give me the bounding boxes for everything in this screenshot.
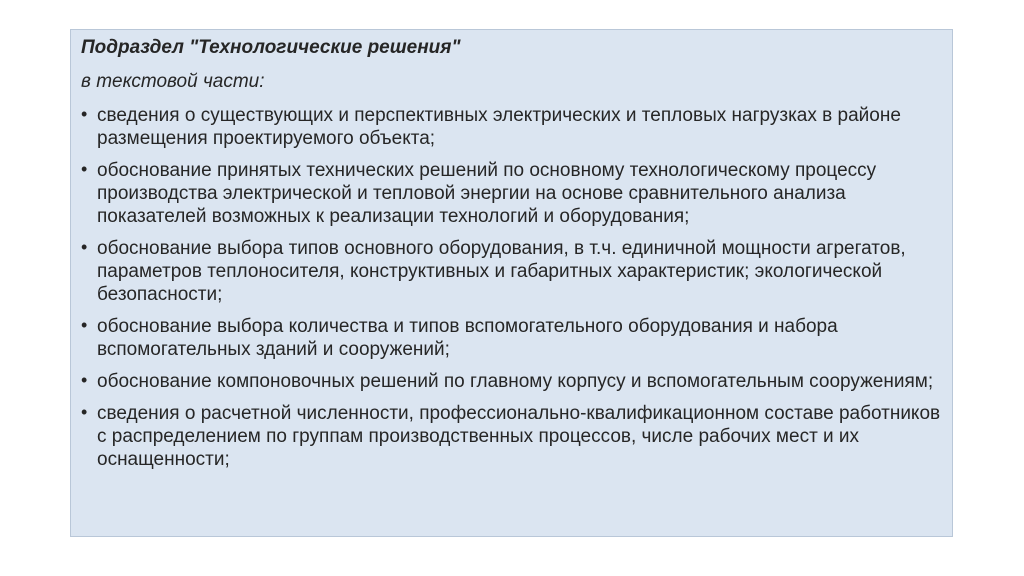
- list-item-text: обоснование компоновочных решений по главному корпусу и вспомогательным сооружениям;: [97, 371, 934, 392]
- bullet-icon: •: [81, 402, 88, 422]
- requirements-list: [81, 104, 942, 471]
- list-item-text: сведения о существующих и перспективных электрических и тепловых нагрузках в районе размещения проектируемого объекта;: [97, 105, 901, 149]
- list-item: [81, 237, 942, 306]
- list-item-text: обоснование принятых технических решений по основному технологическому процессу производства электрической и тепловой энергии на основе сравнительного анализа показателей возможных к реализации технологий и оборудования;: [97, 160, 877, 227]
- list-item: [81, 402, 942, 471]
- list-item: [81, 104, 942, 150]
- bullet-icon: •: [81, 104, 88, 124]
- list-item-text: обоснование выбора количества и типов вспомогательного оборудования и набора вспомогательных зданий и сооружений;: [97, 316, 838, 360]
- list-item: [81, 315, 942, 361]
- section-title: Подраздел "Технологические решения": [81, 37, 461, 58]
- content-text-box: [70, 29, 953, 537]
- list-item: [81, 370, 942, 393]
- bullet-icon: •: [81, 315, 88, 335]
- section-subtitle: в текстовой части:: [81, 71, 265, 92]
- list-item-text: обоснование выбора типов основного оборудования, в т.ч. единичной мощности агрегатов, параметров теплоносителя, конструктивных и габаритных характеристик; экологической безопасности;: [97, 238, 906, 305]
- bullet-icon: •: [81, 159, 88, 179]
- list-item-text: сведения о расчетной численности, профессионально-квалификационном составе работников с распределением по группам производственных процессов, числе рабочих мест и их оснащенности;: [97, 403, 941, 470]
- list-item: [81, 159, 942, 228]
- bullet-icon: •: [81, 237, 88, 257]
- bullet-icon: •: [81, 370, 88, 390]
